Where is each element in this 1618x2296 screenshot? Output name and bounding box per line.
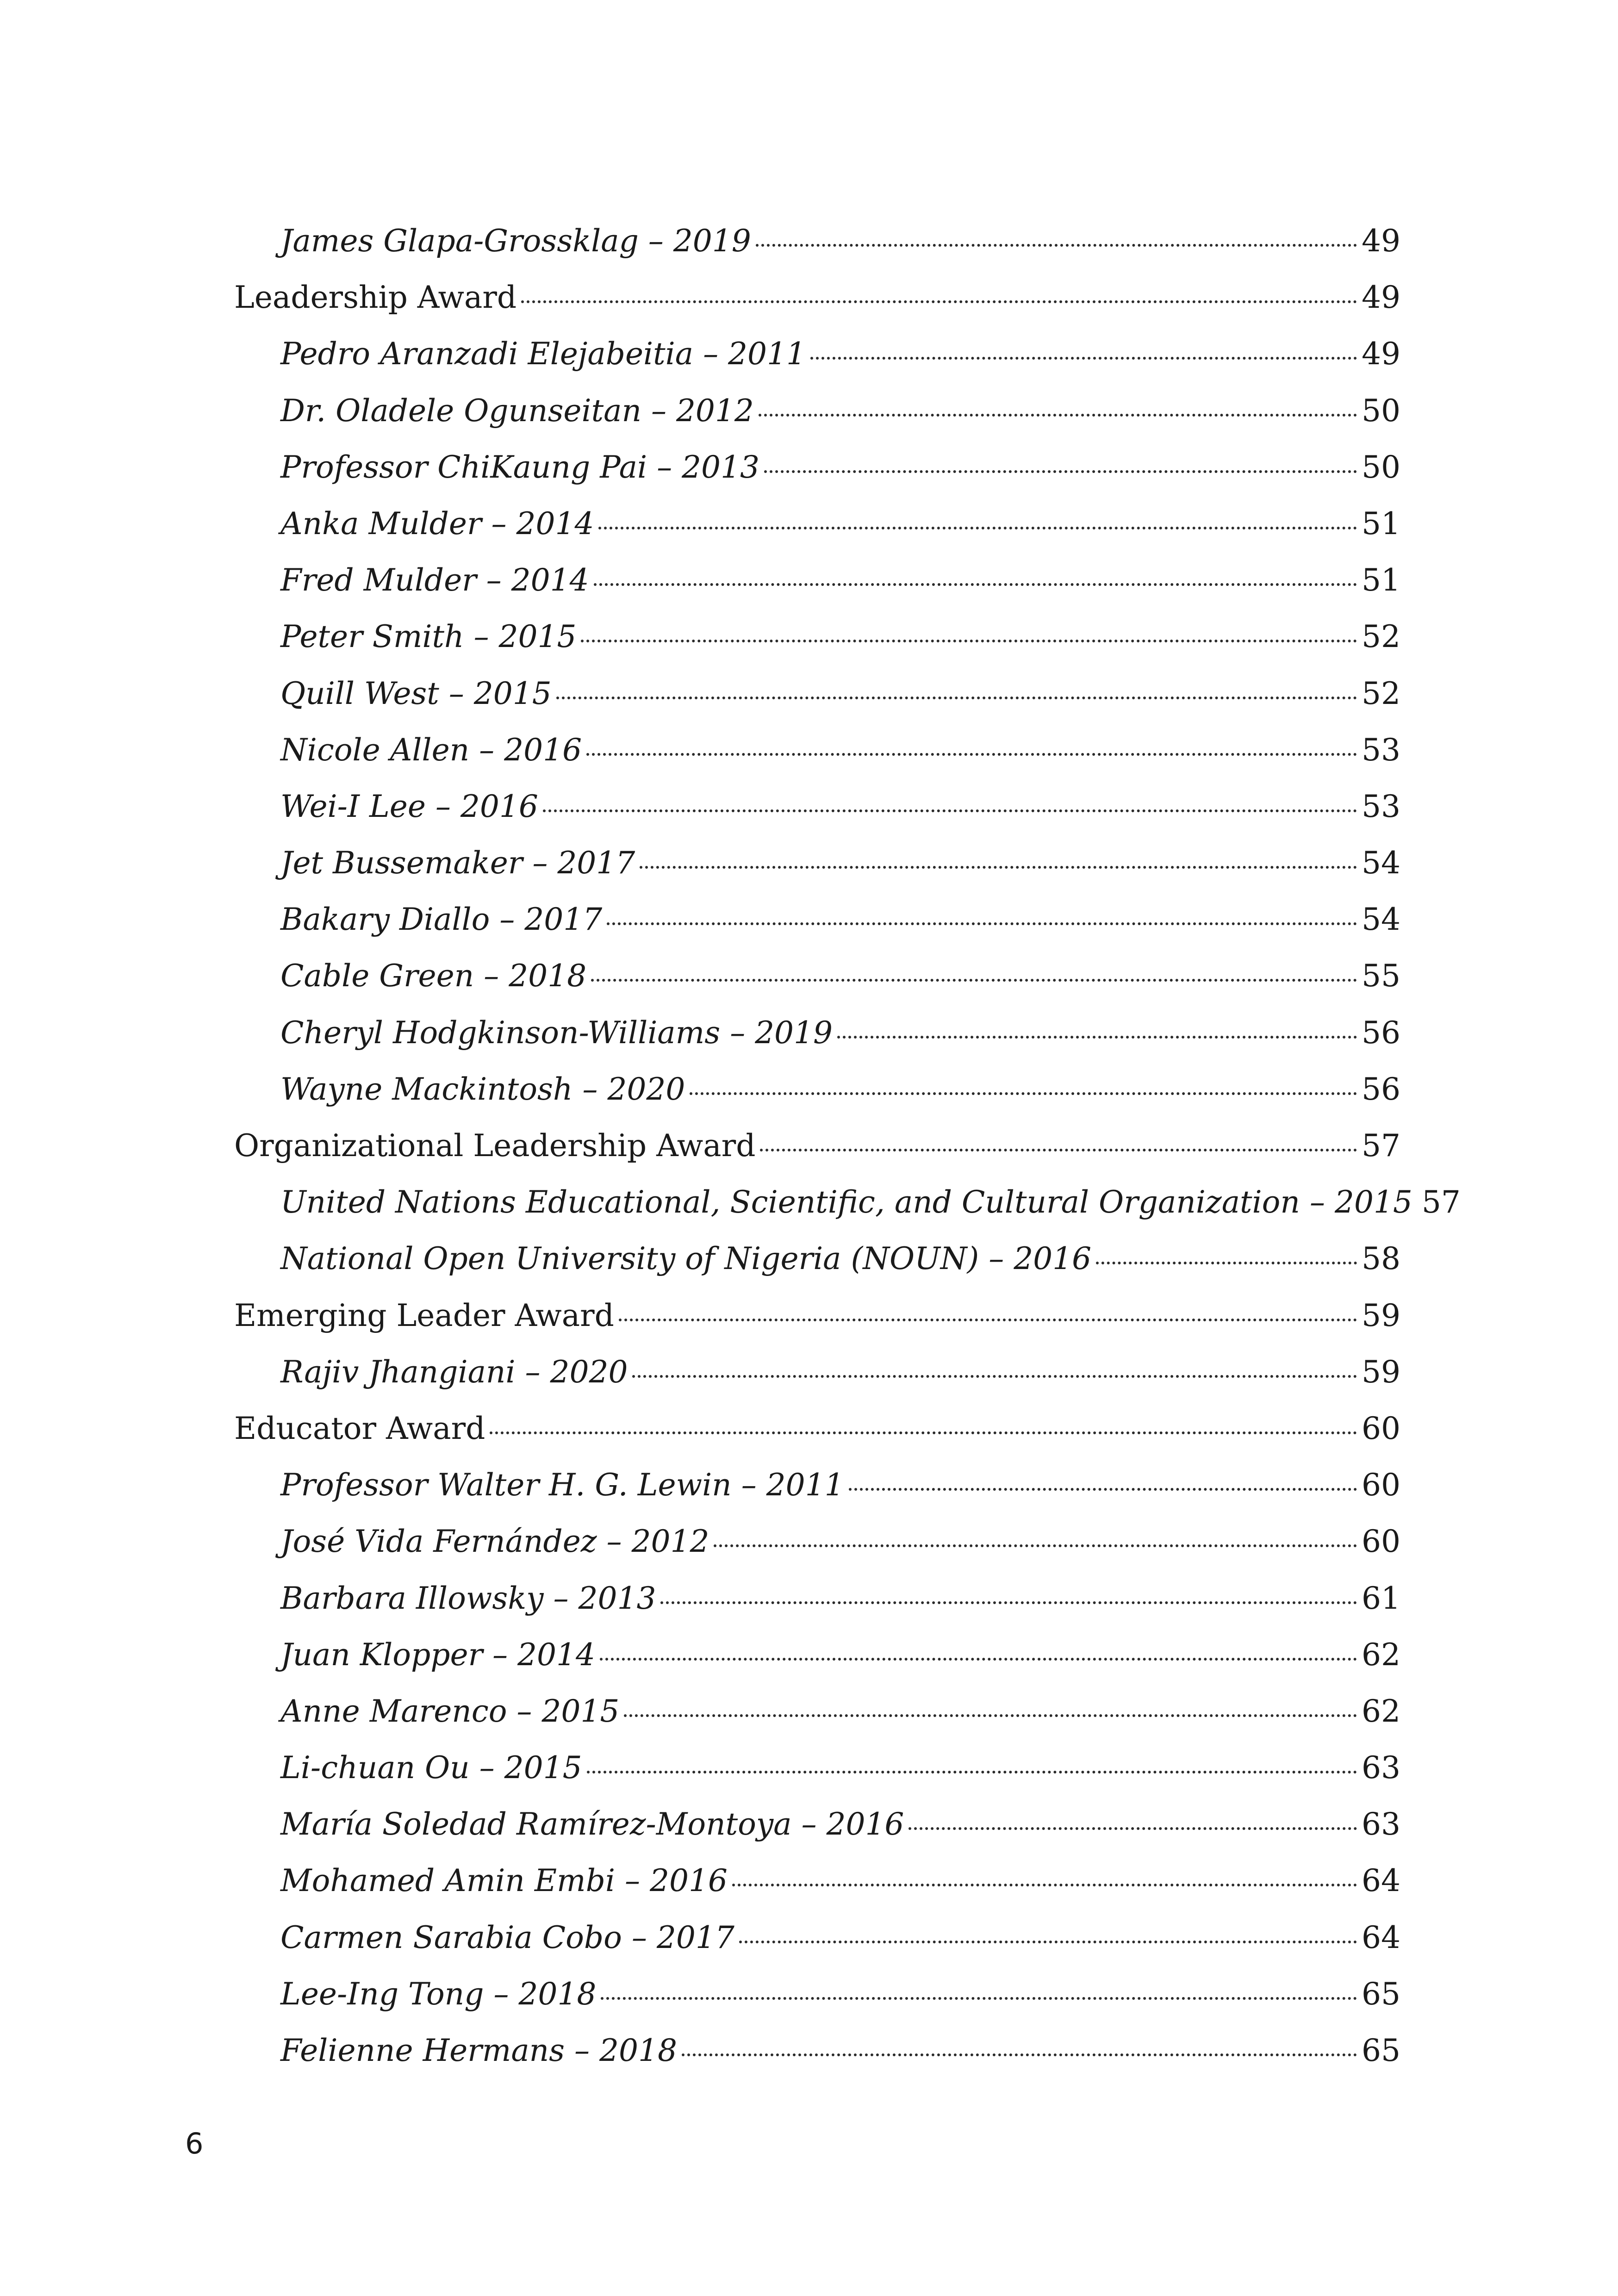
toc-entry-title: Mohamed Amin Embi – 2016 <box>280 1863 728 1899</box>
toc-page-number: 49 <box>1362 223 1400 259</box>
toc-subentry[interactable] <box>234 1457 1400 1513</box>
toc-subentry[interactable] <box>234 1966 1400 2022</box>
toc-subentry[interactable] <box>234 1061 1400 1118</box>
toc-page-number: 64 <box>1362 1919 1400 1955</box>
dot-leader <box>714 1544 1357 1547</box>
toc-entry-title: Jet Bussemaker – 2017 <box>280 845 635 881</box>
toc-entry-title: Cable Green – 2018 <box>280 958 587 994</box>
toc-page-number: 51 <box>1362 505 1400 541</box>
dot-leader <box>682 2053 1357 2056</box>
toc-entry-title: Fred Mulder – 2014 <box>280 562 589 598</box>
toc-subentry[interactable] <box>234 1231 1400 1287</box>
dot-leader <box>543 809 1357 812</box>
toc-subentry[interactable] <box>234 1344 1400 1400</box>
toc-page-number: 57 <box>1421 1184 1461 1220</box>
toc-entry-title: Emerging Leader Award <box>234 1297 614 1333</box>
toc-page-number: 60 <box>1362 1467 1400 1503</box>
toc-page-number: 62 <box>1362 1636 1400 1673</box>
toc-page-number: 54 <box>1362 902 1400 938</box>
toc-entry-title: Wayne Mackintosh – 2020 <box>280 1071 685 1107</box>
dot-leader <box>756 244 1357 247</box>
toc-page-number: 60 <box>1362 1524 1400 1560</box>
toc-page-number: 51 <box>1362 562 1400 598</box>
toc-page-number: 63 <box>1362 1806 1400 1842</box>
toc-page-number: 52 <box>1362 675 1400 711</box>
toc-entry-title: Barbara Illowsky – 2013 <box>280 1580 656 1616</box>
toc-subentry[interactable] <box>234 609 1400 665</box>
toc-section-entry[interactable] <box>234 1118 1400 1174</box>
toc-subentry[interactable] <box>234 1796 1400 1853</box>
dot-leader <box>760 1149 1357 1151</box>
toc-page-number: 63 <box>1362 1750 1400 1786</box>
dot-leader <box>619 1319 1357 1321</box>
toc-page-number: 64 <box>1362 1863 1400 1899</box>
toc-page-number: 53 <box>1362 788 1400 824</box>
toc-subentry[interactable] <box>234 1627 1400 1683</box>
dot-leader <box>600 1658 1357 1661</box>
dot-leader <box>690 1092 1357 1095</box>
toc-section-entry[interactable] <box>234 269 1400 326</box>
dot-leader <box>837 1036 1357 1039</box>
toc-page-number: 55 <box>1362 958 1400 994</box>
toc-page-number: 49 <box>1362 336 1400 372</box>
dot-leader <box>594 583 1357 586</box>
toc-entry-title: Felienne Hermans – 2018 <box>280 2033 677 2068</box>
toc-entry-title: Pedro Aranzadi Elejabeitia – 2011 <box>280 336 806 372</box>
toc-entry-title: José Vida Fernández – 2012 <box>280 1524 709 1560</box>
toc-entry-title: United Nations Educational, Scientific, and Cultural Organization – 2015 <box>280 1184 1413 1220</box>
dot-leader <box>601 1997 1357 2000</box>
table-of-contents <box>234 213 1461 2079</box>
toc-entry-title: Wei-I Lee – 2016 <box>280 788 538 824</box>
toc-page-number: 61 <box>1362 1580 1400 1616</box>
toc-page-number: 65 <box>1362 1976 1400 2012</box>
toc-entry-title: Juan Klopper – 2014 <box>280 1636 595 1673</box>
toc-entry-title: Peter Smith – 2015 <box>280 619 577 655</box>
dot-leader <box>607 922 1357 925</box>
toc-entry-title: Rajiv Jhangiani – 2020 <box>280 1354 628 1390</box>
toc-page-number: 60 <box>1362 1410 1400 1446</box>
dot-leader <box>586 753 1357 756</box>
toc-entry-title: Quill West – 2015 <box>280 675 552 711</box>
dot-leader <box>764 470 1357 473</box>
toc-subentry[interactable] <box>234 326 1400 382</box>
toc-subentry[interactable] <box>234 1683 1400 1740</box>
toc-subentry[interactable] <box>234 1740 1400 1796</box>
dot-leader <box>581 640 1357 642</box>
toc-page-number: 52 <box>1362 619 1400 655</box>
toc-subentry[interactable] <box>234 835 1400 891</box>
toc-page-number: 50 <box>1362 449 1400 485</box>
dot-leader <box>660 1601 1357 1604</box>
toc-page-number: 56 <box>1362 1014 1400 1051</box>
toc-subentry[interactable] <box>234 496 1400 552</box>
toc-entry-title: Anne Marenco – 2015 <box>280 1693 620 1729</box>
dot-leader <box>624 1714 1357 1717</box>
toc-subentry[interactable] <box>234 1005 1400 1061</box>
dot-leader <box>556 697 1357 699</box>
dot-leader <box>849 1488 1357 1491</box>
toc-page-number: 56 <box>1362 1071 1400 1107</box>
dot-leader <box>490 1431 1357 1434</box>
toc-subentry[interactable] <box>234 778 1400 835</box>
toc-entry-title: James Glapa-Grossklag – 2019 <box>280 223 751 259</box>
toc-entry-title: María Soledad Ramírez-Montoya – 2016 <box>280 1806 904 1842</box>
toc-page-number: 57 <box>1362 1128 1400 1164</box>
toc-entry-title: Educator Award <box>234 1410 485 1446</box>
toc-entry-title: Nicole Allen – 2016 <box>280 732 582 768</box>
dot-leader <box>1096 1262 1357 1264</box>
toc-section-entry[interactable] <box>234 1288 1400 1344</box>
toc-subentry[interactable] <box>234 948 1400 1004</box>
toc-subentry[interactable] <box>234 1174 1461 1231</box>
toc-page-number: 58 <box>1362 1241 1400 1277</box>
dot-leader <box>759 414 1357 417</box>
toc-entry-title: Lee-Ing Tong – 2018 <box>280 1976 597 2012</box>
dot-leader <box>521 300 1357 303</box>
toc-page-number: 59 <box>1362 1354 1400 1390</box>
toc-entry-title: Professor Walter H. G. Lewin – 2011 <box>280 1467 844 1503</box>
toc-entry-title: Dr. Oladele Ogunseitan – 2012 <box>280 392 754 429</box>
dot-leader <box>810 357 1357 360</box>
dot-leader <box>591 979 1357 982</box>
toc-subentry[interactable] <box>234 722 1400 778</box>
dot-leader <box>640 866 1357 869</box>
toc-page-number: 59 <box>1362 1297 1400 1333</box>
dot-leader <box>598 527 1357 529</box>
toc-subentry[interactable] <box>234 552 1400 609</box>
toc-page-number: 65 <box>1362 2033 1400 2068</box>
dot-leader <box>587 1771 1357 1773</box>
toc-entry-title: Leadership Award <box>234 280 517 316</box>
toc-page-number: 62 <box>1362 1693 1400 1729</box>
toc-section-entry[interactable] <box>234 1400 1400 1457</box>
toc-entry-title: Carmen Sarabia Cobo – 2017 <box>280 1919 734 1955</box>
page-number: 6 <box>185 2127 204 2160</box>
toc-subentry[interactable] <box>234 891 1400 948</box>
toc-entry-title: Li-chuan Ou – 2015 <box>280 1750 582 1786</box>
toc-subentry[interactable] <box>234 1910 1400 1966</box>
dot-leader <box>739 1941 1357 1943</box>
toc-subentry[interactable] <box>234 213 1400 269</box>
toc-subentry[interactable] <box>234 1853 1400 1909</box>
toc-subentry[interactable] <box>234 1513 1400 1570</box>
toc-entry-title: Bakary Diallo – 2017 <box>280 902 603 938</box>
toc-subentry[interactable] <box>234 1570 1400 1627</box>
toc-entry-title: Anka Mulder – 2014 <box>280 505 594 541</box>
toc-entry-title: Professor ChiKaung Pai – 2013 <box>280 449 760 485</box>
toc-entry-title: Organizational Leadership Award <box>234 1128 756 1164</box>
toc-subentry[interactable] <box>234 383 1400 439</box>
dot-leader <box>909 1827 1357 1830</box>
dot-leader <box>632 1375 1357 1378</box>
toc-entry-title: Cheryl Hodgkinson-Williams – 2019 <box>280 1014 833 1051</box>
toc-page-number: 50 <box>1362 392 1400 429</box>
toc-page-number: 54 <box>1362 845 1400 881</box>
toc-entry-title: National Open University of Nigeria (NOUN) – 2016 <box>280 1241 1092 1277</box>
toc-subentry[interactable] <box>234 439 1400 496</box>
dot-leader <box>732 1884 1357 1886</box>
toc-page-number: 53 <box>1362 732 1400 768</box>
toc-page-number: 49 <box>1362 280 1400 316</box>
toc-subentry[interactable] <box>234 2022 1400 2079</box>
toc-subentry[interactable] <box>234 666 1400 722</box>
